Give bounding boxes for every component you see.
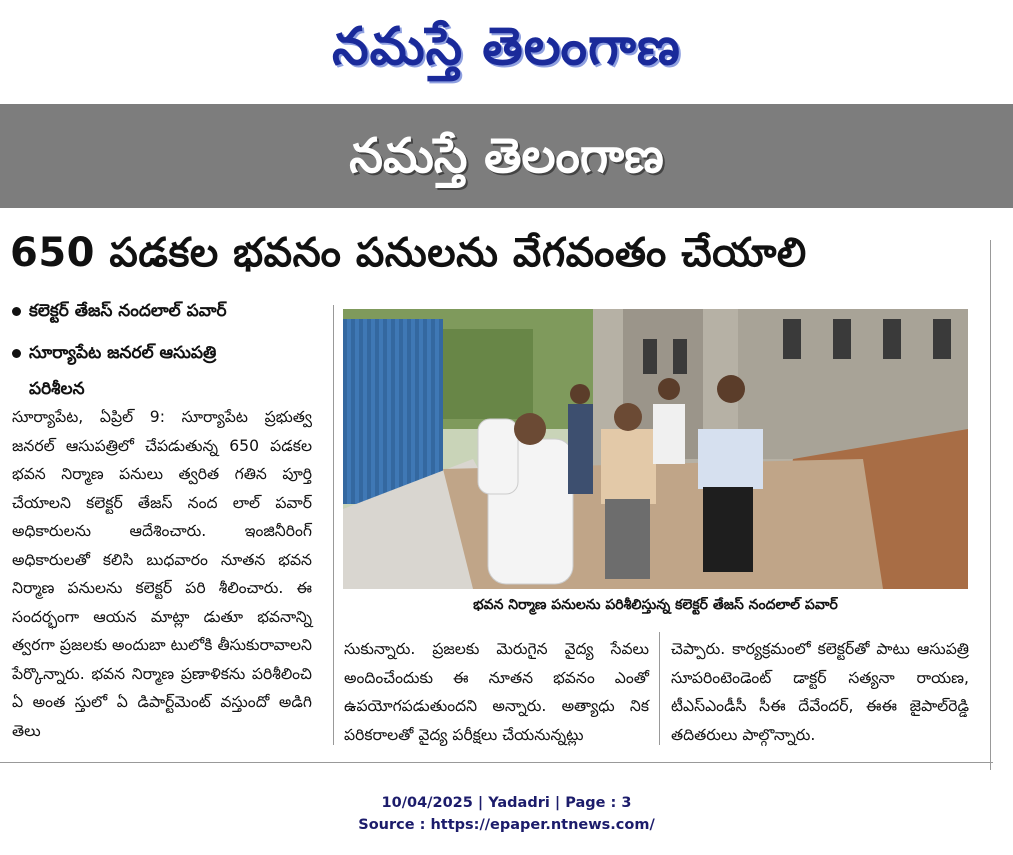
section-band xyxy=(0,104,1013,208)
footer-date-edition: 10/04/2025 | Yadadri | Page : 3 xyxy=(381,795,632,811)
subhead-1-text: కలెక్టర్ తేజస్ నందలాల్ పవార్ xyxy=(29,301,227,321)
article-column-3: చెప్పారు. కార్యక్రమంలో కలెక్టర్‌తో పాటు ఆసుపత్రి సూపరింటెండెంట్ డాక్టర్ సత్యనా రాయణ, టీఎస్‌ఎండీసీ సీఈ దేవేందర్, ఈఈ జైపాల్‌రెడ్డి తదితరులు పాల్గొన్నారు. xyxy=(671,640,969,744)
band-logo: నమస్తే తెలంగాణ xyxy=(349,128,664,184)
photo-illustration xyxy=(343,309,968,589)
subhead-3-text: పరిశీలన xyxy=(29,379,85,399)
photo-caption: భవన నిర్మాణ పనులను పరిశీలిస్తున్న కలెక్టర్ తేజస్ నందలాల్ పవార్ xyxy=(473,597,838,613)
masthead xyxy=(0,0,1013,100)
footer-source: Source : https://epaper.ntnews.com/ xyxy=(358,817,655,833)
subhead-1 xyxy=(12,298,227,324)
article-column-2: సుకున్నారు. ప్రజలకు మెరుగైన వైద్య సేవలు అందించేందుకు ఈ నూతన భవనం ఎంతో ఉపయోగపడుతుందని అన్నారు. అత్యాధు నిక పరికరాలతో వైద్య పరీక్షలు చేయనున్నట్లు xyxy=(344,640,649,744)
article-headline: 650 పడకల భవనం పనులను వేగవంతం చేయాలి xyxy=(10,230,807,276)
subhead-2-text: సూర్యాపేట జనరల్ ఆసుపత్రి xyxy=(29,343,217,363)
masthead-logo: నమస్తే తెలంగాణ xyxy=(332,16,681,77)
column-rule-right xyxy=(990,240,991,770)
bullet-icon xyxy=(12,349,21,358)
bullet-icon xyxy=(12,307,21,316)
article-bottom-rule xyxy=(0,762,993,763)
subhead-3 xyxy=(29,376,85,402)
column-rule-2 xyxy=(659,632,660,745)
column-rule-1 xyxy=(333,305,334,745)
subhead-2 xyxy=(12,340,216,366)
article-photo xyxy=(343,309,968,589)
article-column-1: సూర్యాపేట, ఏప్రిల్ 9: సూర్యాపేట ప్రభుత్వ జనరల్ ఆసుపత్రిలో చేపడుతున్న 650 పడకల భవన నిర్మాణ పనులు త్వరిత గతిన పూర్తి చేయాలని కలెక్టర్ తేజస్ నంద లాల్ పవార్ అధికారులను ఆదేశించారు. ఇంజినీరింగ్ అధికారులతో కలిసి బుధవారం నూతన భవన నిర్మాణ పనులను కలెక్టర్ పరి శీలించారు. ఈ సందర్భంగా ఆయన మాట్లా డుతూ భవనాన్ని త్వరగా ప్రజలకు అందుబా టులోకి తీసుకురావాలని పేర్కొన్నారు. భవన నిర్మాణ ప్రణాళికను పరిశీలించి ఏ అంత స్తులో ఏ డిపార్ట్‌మెంట్ వస్తుందో అడిగి తెలు xyxy=(12,408,312,740)
